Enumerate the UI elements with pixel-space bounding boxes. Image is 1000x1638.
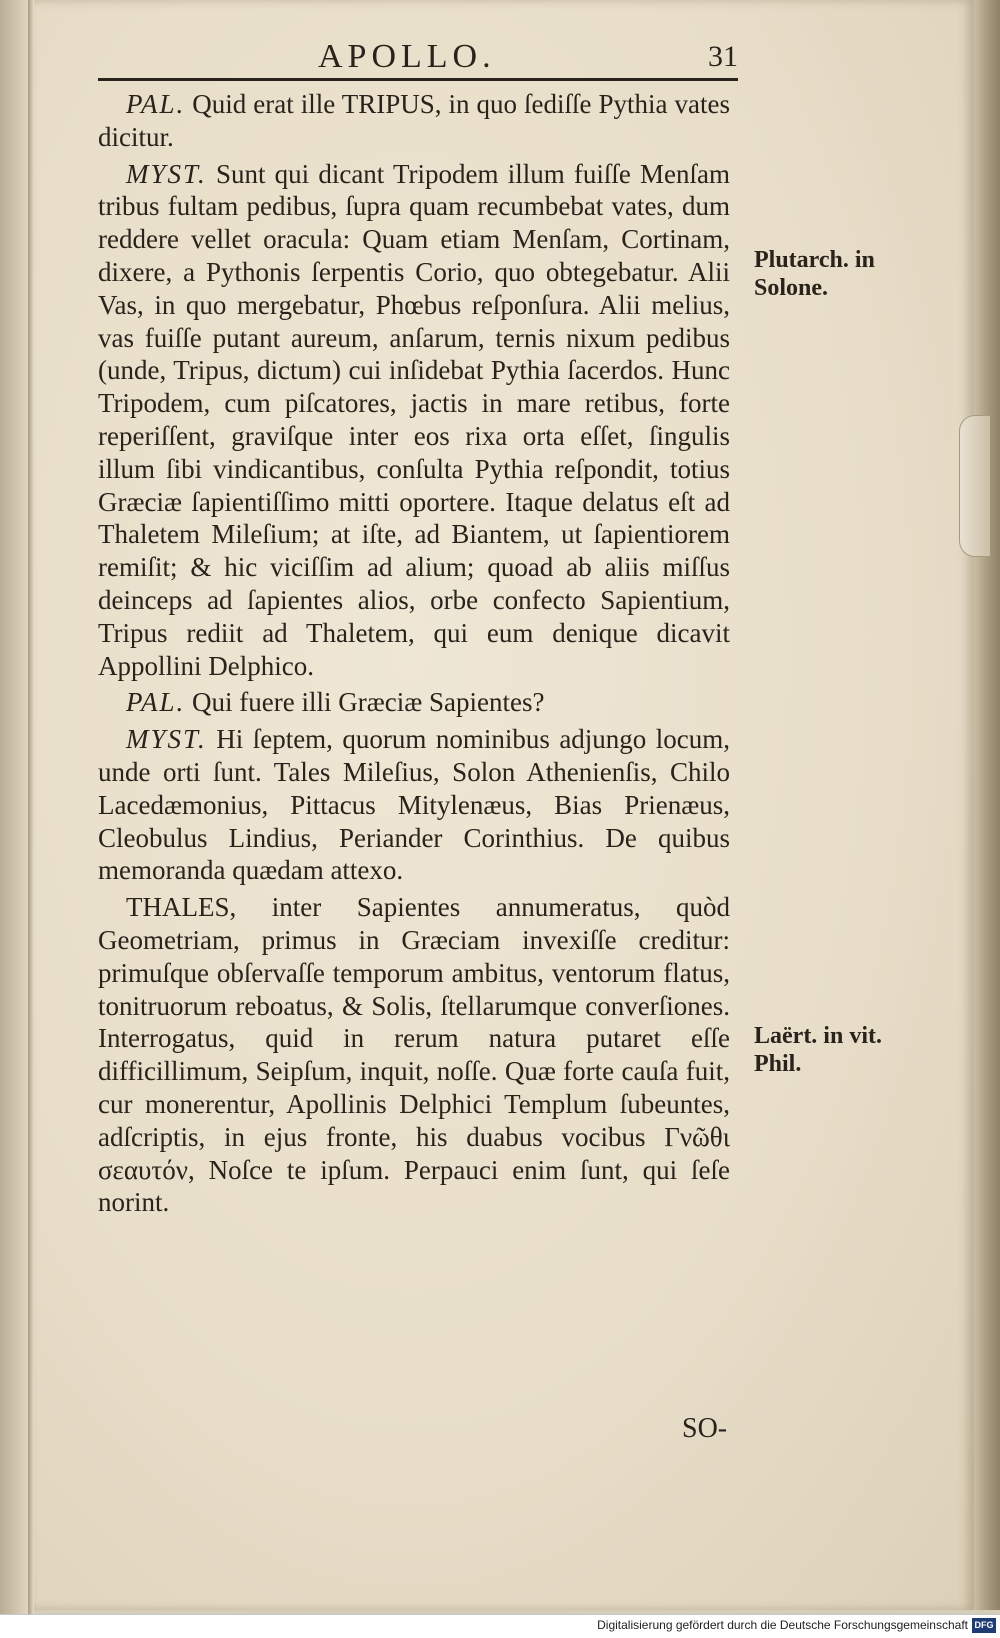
margin-note-laertius: Laërt. in vit. Phil. <box>754 1023 882 1077</box>
paragraph-text: Quid erat ille TRIPUS, in quo ſediſſe Pythia vates dicitur. <box>98 89 730 152</box>
book-page <box>34 0 974 1610</box>
body-text <box>98 88 730 1223</box>
footer-bar <box>0 1614 1000 1638</box>
page-header <box>98 38 738 78</box>
running-title: APOLLO. <box>318 38 496 75</box>
dfg-logo-icon: DFG <box>972 1618 996 1633</box>
speaker-label: MYST. <box>126 724 207 755</box>
margin-note-plutarch: Plutarch. in Solone. <box>754 247 875 301</box>
paragraph <box>98 686 730 719</box>
book-clip <box>959 415 990 557</box>
funding-credit: Digitalisierung gefördert durch die Deutsche Forschungsgemeinschaft <box>597 1618 968 1632</box>
page-fore-edge <box>974 0 1000 1610</box>
speaker-label: MYST. <box>126 158 207 189</box>
paragraph <box>98 88 730 154</box>
catchword: SO- <box>682 1413 728 1444</box>
paragraph <box>98 158 730 683</box>
header-rule <box>98 78 738 81</box>
page-number: 31 <box>708 40 738 73</box>
paragraph-text: Qui fuere illi Græciæ Sapientes? <box>192 687 545 718</box>
speaker-label: PAL. <box>126 89 186 119</box>
speaker-label: PAL. <box>126 687 186 718</box>
paragraph-text: THALES, inter Sapientes annumeratus, quòd Geometriam, primus in Græciam invexiſſe creditur: primuſque obſervaſſe temporum ambitus, ventorum flatus, tonitruorum reboatus, & Solis, ſtellarumque converſiones. Interrogatus, quid in rerum natura putaret eſſe difficillimum, Seipſum, inquit, noſſe. Quæ forte cauſa fuit, cur monerentur, Apollinis Delphici Templum ſubeuntes, adſcriptis, in ejus fronte, his duabus vocibus Γνῶθι σεαυτόν, Noſce te ipſum. Perpauci enim ſunt, qui ſeſe norint. <box>98 892 730 1218</box>
paragraph <box>98 723 730 887</box>
paragraph-text: Hi ſeptem, quorum nominibus adjungo locum, unde orti ſunt. Tales Mileſius, Solon Athenienſis, Chilo Lacedæmonius, Pittacus Mitylenæus, Bias Prienæus, Cleobulus Lindius, Periander Corinthius. De quibus memoranda quædam attexo. <box>98 724 731 886</box>
paragraph-text: Sunt qui dicant Tripodem illum fuiſſe Menſam tribus fultam pedibus, ſupra quam recumbebat vates, dum reddere vellet oracula: Quam etiam Menſam, Cortinam, dixere, a Pythonis ſerpentis Corio, quo obtegebatur. Alii Vas, in quo mergebatur, Phœbus reſponſura. Alii melius, vas fuiſſe putant aureum, anſarum, ternis nixum pedibus (unde, Tripus, dictum) cui inſidebat Pythia ſacerdos. Hunc Tripodem, cum piſcatores, jactis in mare retibus, forte reperiſſent, graviſque inter eos rixa orta eſſet, ſingulis illum ſibi vindicantibus, conſulta Pythia reſpondit, totius Græciæ ſapientiſſimo mitti oportere. Itaque delatus eſt ad Thaletem Mileſium; at iſte, ad Biantem, ut ſapientiorem remiſit; & hic viciſſim ad alium; quoad ab aliis miſſus deinceps ad ſapientes alios, orbe confecto Sapientium, Tripus rediit ad Thaletem, qui eum denique dicavit Appollini Delphico. <box>98 158 731 681</box>
binding-gutter <box>0 0 28 1637</box>
paragraph <box>98 891 730 1219</box>
